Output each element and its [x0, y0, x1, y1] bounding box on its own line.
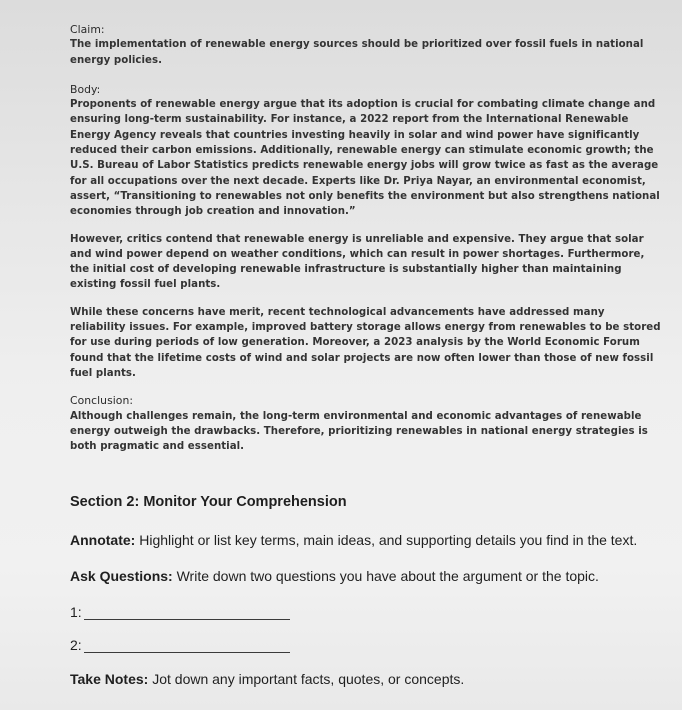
annotate-instruction [70, 532, 637, 548]
body-paragraph-3: While these concerns have merit, recent technological advancements have addressed many reliability issues. For example, improved battery storage allows energy from renewables to be stored for use during periods of low generation. Moreover, a 2023 analysis by the World Economic Forum found that the lifetime costs of wind and solar projects are now often lower than those of new fossil fuel plants. [70, 306, 661, 379]
body-label: Body: [70, 82, 101, 96]
question-2-label: 2: [70, 637, 82, 653]
annotate-text: Highlight or list key terms, main ideas, and supporting details you find in the text. [135, 532, 638, 548]
take-notes-instruction [70, 671, 464, 687]
argumentative-essay [70, 22, 662, 454]
take-notes-text: Jot down any important facts, quotes, or concepts. [148, 671, 465, 687]
claim-label: Claim: [70, 23, 105, 36]
question-1-blank[interactable] [84, 605, 290, 620]
take-notes-label: Take Notes: [70, 671, 149, 687]
question-1-label: 1: [70, 604, 82, 620]
body-paragraph-1: Proponents of renewable energy argue that its adoption is crucial for combating climate change and ensuring long-term sustainability. For instance, a 2022 report from the International Renewable Energy Agency reveals that countries investing heavily in solar and wind power have significantly reduced their carbon emissions. Additionally, renewable energy can stimulate economic growth; the U.S. Bureau of Labor Statistics predicts renewable energy jobs will grow twice as fast as the average for all occupations over the next decade. Experts like Dr. Priya Nayar, an environmental economist, assert, “Transitioning to renewables not only benefits the environment but also strengthens national economies through job creation and innovation.” [70, 99, 660, 218]
ask-questions-instruction [70, 568, 599, 584]
ask-questions-label: Ask Questions: [70, 568, 173, 584]
annotate-label: Annotate: [70, 532, 136, 548]
ask-questions-text: Write down two questions you have about the argument or the topic. [172, 568, 599, 584]
body-paragraph-2: However, critics contend that renewable energy is unreliable and expensive. They argue that solar and wind power depend on weather conditions, which can result in power shortages. Furthermore, the initial cost of developing renewable infrastructure is substantially higher than maintaining existing fossil fuel plants. [70, 233, 645, 291]
section-title: Section 2: Monitor Your Comprehension [70, 494, 347, 510]
question-1-line [70, 604, 290, 620]
comprehension-section [70, 494, 670, 687]
claim-text: The implementation of renewable energy sources should be prioritized over fossil fuels in national energy policies. [70, 39, 644, 66]
conclusion-label: Conclusion: [70, 394, 134, 408]
question-2-line [70, 637, 290, 653]
conclusion-text: Although challenges remain, the long-term environmental and economic advantages of renewable energy outweigh the drawbacks. Therefore, prioritizing renewables in national energy strategies is both pragmatic and essential. [70, 410, 648, 453]
question-2-blank[interactable] [84, 638, 290, 653]
